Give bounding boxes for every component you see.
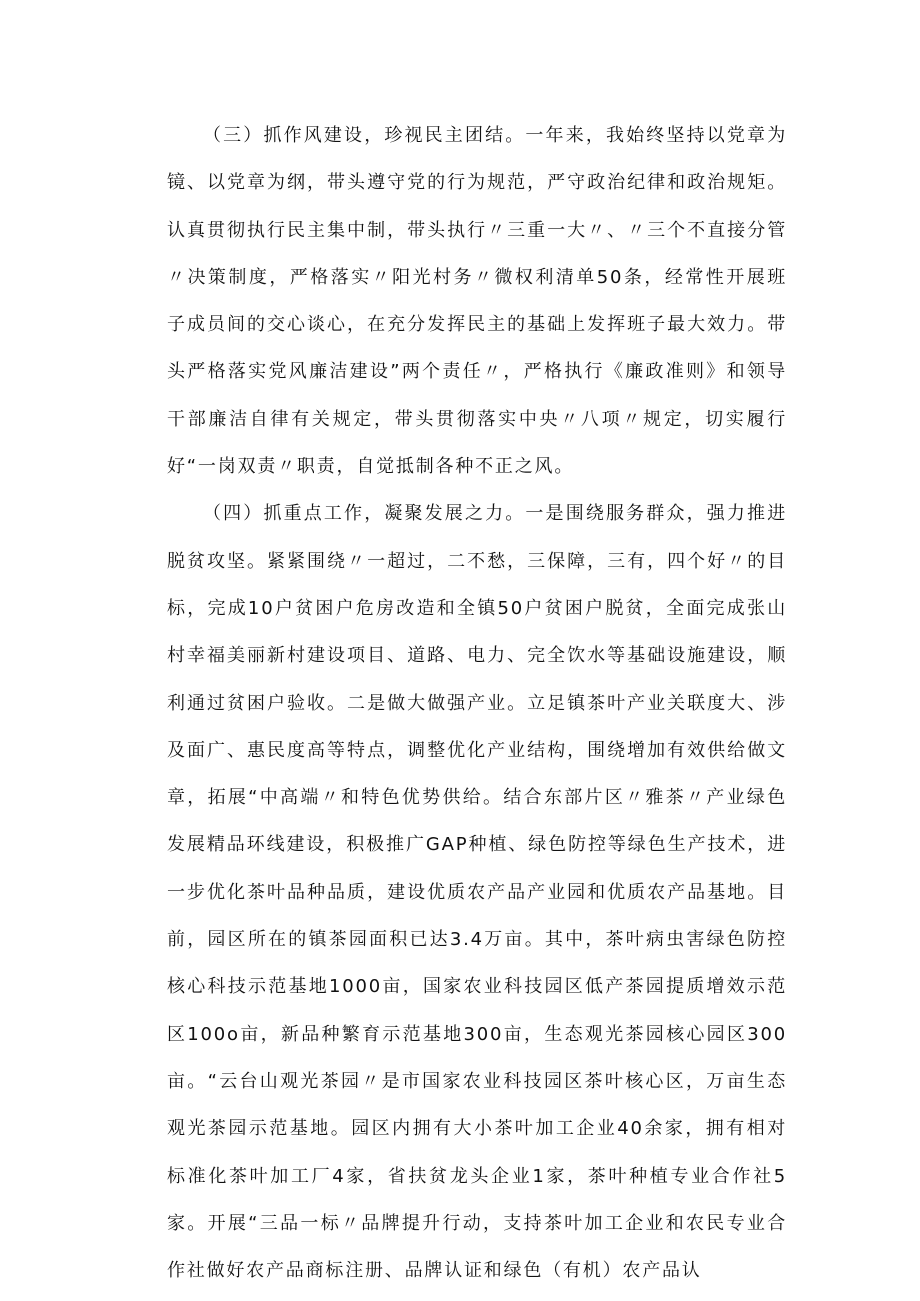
paragraph-3-work-style: （三）抓作风建设，珍视民主团结。一年来，我始终坚持以党章为镜、以党章为纲，带头遵守党的行为规范，严守政治纪律和政治规矩。认真贯彻执行民主集中制，带头执行〃三重一大〃、〃三个不直接分管〃决策制度，严格落实〃阳光村务〃微权利清单50条，经常性开展班子成员间的交心谈心，在充分发挥民主的基础上发挥班子最大效力。带头严格落实党风廉洁建设”两个责任〃，严格执行《廉政准则》和领导干部廉洁自律有关规定，带头贯彻落实中央〃八项〃规定，切实履行好“一岗双责〃职责，自觉抵制各种不正之风。 <box>167 125 787 478</box>
document-body <box>167 112 787 1294</box>
paragraph-4-key-work: （四）抓重点工作，凝聚发展之力。一是围绕服务群众，强力推进脱贫攻坚。紧紧围绕〃一超过，二不愁，三保障，三有，四个好〃的目标，完成10户贫困户危房改造和全镇50户贫困户脱贫，全面完成张山村幸福美丽新村建设项目、道路、电力、完全饮水等基础设施建设，顺利通过贫困户验收。二是做大做强产业。立足镇茶叶产业关联度大、涉及面广、惠民度高等特点，调整优化产业结构，围绕增加有效供给做文章，拓展“中高端〃和特色优势供给。结合东部片区〃雅茶〃产业绿色发展精品环线建设，积极推广GAP种植、绿色防控等绿色生产技术，进一步优化茶叶品种品质，建设优质农产品产业园和优质农产品基地。目前，园区所在的镇茶园面积已达3.4万亩。其中，茶叶病虫害绿色防控核心科技示范基地1000亩，国家农业科技园区低产茶园提质增效示范区100o亩，新品种繁育示范基地300亩，生态观光茶园核心园区300亩。“云台山观光茶园〃是市国家农业科技园区茶叶核心区，万亩生态观光茶园示范基地。园区内拥有大小茶叶加工企业40余家，拥有相对标准化茶叶加工厂4家，省扶贫龙头企业1家，茶叶种植专业合作社5家。开展“三品一标〃品牌提升行动，支持茶叶加工企业和农民专业合作社做好农产品商标注册、品牌认证和绿色（有机）农产品认 <box>167 503 787 1282</box>
